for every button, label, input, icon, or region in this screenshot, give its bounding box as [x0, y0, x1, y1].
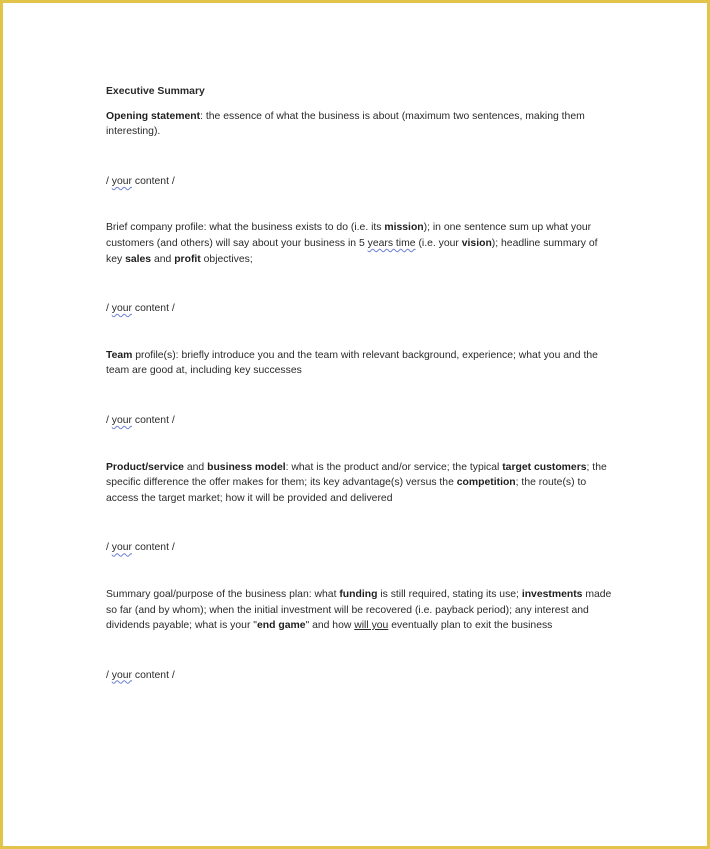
- company-profit: profit: [174, 253, 201, 265]
- placeholder-your: your: [111, 303, 132, 315]
- content-placeholder-2[interactable]: [106, 301, 616, 317]
- placeholder-suffix: content /: [132, 669, 175, 681]
- content-placeholder-3[interactable]: [106, 413, 616, 429]
- content-placeholder-1[interactable]: [106, 174, 616, 190]
- placeholder-prefix: /: [106, 669, 112, 681]
- placeholder-your: your: [111, 175, 132, 187]
- team-label: Team: [106, 349, 133, 361]
- placeholder-prefix: /: [106, 303, 112, 315]
- placeholder-suffix: content /: [132, 414, 175, 426]
- goal-end-game: end game: [256, 620, 306, 632]
- product-text-4: ; the route(s) to access the target market; how it will be provided and delivered: [106, 477, 587, 504]
- product-service-paragraph: [106, 460, 616, 507]
- placeholder-prefix: /: [106, 175, 112, 187]
- placeholder-suffix: content /: [132, 542, 175, 554]
- goal-will-you: will you: [354, 620, 389, 632]
- company-text-6: objectives;: [200, 253, 253, 265]
- product-service-label: Product/service: [106, 461, 184, 473]
- goal-text-4: " and how: [305, 620, 355, 632]
- team-text: profile(s): briefly introduce you and the team with relevant background, experience; what you and the team are good at, including key successes: [106, 349, 598, 377]
- team-profile-paragraph: [106, 348, 616, 379]
- company-text-3: (i.e. your: [415, 237, 462, 249]
- company-text-2: ); in one sentence sum up what your customers (and others) will say about your business in 5: [106, 222, 592, 249]
- product-text-3: ; the specific difference the offer makes for them; its key advantage(s) versus the: [106, 461, 607, 489]
- product-text-1: and: [183, 461, 208, 473]
- target-customers-label: target customers: [502, 461, 587, 473]
- company-years-time: years time: [367, 237, 416, 249]
- placeholder-suffix: content /: [132, 175, 175, 187]
- company-sales: sales: [125, 253, 152, 265]
- company-text-5: and: [151, 253, 175, 265]
- placeholder-your: your: [111, 669, 132, 681]
- content-placeholder-4[interactable]: [106, 540, 616, 556]
- opening-statement-text: : the essence of what the business is about (maximum two sentences, making them interesting).: [106, 110, 585, 138]
- business-model-label: business model: [207, 461, 286, 473]
- company-vision: vision: [461, 237, 492, 249]
- opening-statement-label: Opening statement: [106, 110, 201, 122]
- content-placeholder-5[interactable]: [106, 668, 616, 684]
- document-title: Executive Summary: [106, 86, 205, 97]
- goal-text-5: eventually plan to exit the business: [388, 620, 553, 632]
- goal-investments: investments: [521, 588, 583, 600]
- opening-statement-paragraph: [106, 109, 616, 140]
- product-text-2: : what is the product and/or service; the typical: [285, 461, 503, 473]
- placeholder-prefix: /: [106, 542, 112, 554]
- document-page: [106, 84, 616, 683]
- placeholder-your: your: [111, 414, 132, 426]
- summary-goal-paragraph: [106, 587, 616, 634]
- company-profile-paragraph: [106, 220, 616, 267]
- competition-label: competition: [456, 477, 516, 489]
- company-text-4: ); headline summary of key: [106, 237, 598, 265]
- goal-text-3: made so far (and by whom); when the initial investment will be recovered (i.e. payback period); any interest and dividends payable; what is your ": [106, 588, 612, 632]
- company-mission: mission: [384, 222, 424, 234]
- placeholder-your: your: [111, 542, 132, 554]
- goal-text-1: Summary goal/purpose of the business plan: what: [106, 588, 340, 600]
- company-text-1: Brief company profile: what the business exists to do (i.e. its: [106, 222, 385, 234]
- placeholder-prefix: /: [106, 414, 112, 426]
- goal-funding: funding: [339, 588, 378, 600]
- goal-text-2: is still required, stating its use;: [377, 588, 522, 600]
- placeholder-suffix: content /: [132, 303, 175, 315]
